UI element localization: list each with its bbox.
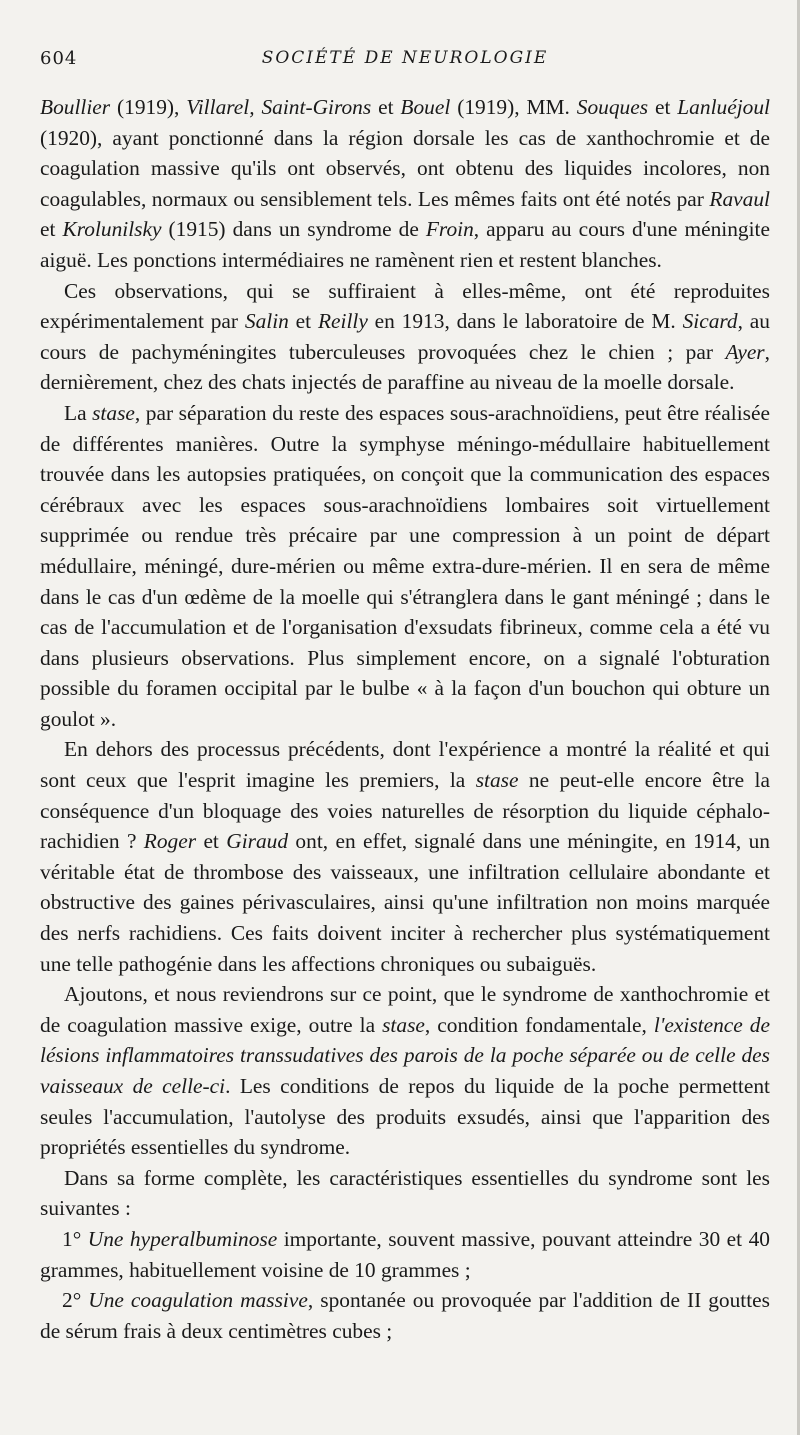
body-text <box>40 92 770 1346</box>
page-header <box>40 30 770 69</box>
italic-text: Une coagulation massive <box>88 1288 308 1313</box>
list-item-1 <box>40 1224 770 1285</box>
italic-text: Boullier <box>40 95 111 119</box>
page-number: 604 <box>40 48 78 69</box>
italic-text: Salin <box>244 309 289 334</box>
text-segment: (1915) dans un syndrome de <box>161 217 426 242</box>
italic-text: Souques <box>576 95 649 119</box>
text-segment: , au cours de pachyméningites tuberculeuses provoquées chez le chien ; par <box>40 309 770 364</box>
italic-text: Une hyperalbuminose <box>87 1226 278 1251</box>
running-title: SOCIÉTÉ DE NEUROLOGIE <box>261 48 549 68</box>
paragraph-4 <box>40 734 770 979</box>
text-segment: , dernièrement, chez des chats injectés de paraffine au niveau de la moelle dorsale. <box>40 339 770 395</box>
text-segment: 1° <box>62 1226 88 1251</box>
italic-text: Reilly <box>317 309 368 334</box>
italic-text: Lanluéjoul <box>677 95 770 119</box>
italic-text: l'existence de lésions inflammatoires transsudatives des parois de la poche séparée ou de celle des vaisseaux de celle-ci <box>40 1012 770 1098</box>
text-segment: importante, souvent massive, pouvant atteindre 30 et 40 grammes, habituellement voisine de 10 grammes ; <box>40 1226 770 1282</box>
paragraph-2 <box>40 276 770 398</box>
text-segment: et <box>288 309 318 334</box>
italic-text: Sicard <box>682 309 738 334</box>
text-segment: et <box>196 829 227 854</box>
list-item-2 <box>40 1285 770 1346</box>
italic-text: Bouel <box>400 95 451 119</box>
text-segment: ne peut-elle encore être la conséquence d'un bloquage des voies naturelles de résorption du liquide céphalo-rachidien ? <box>40 768 770 854</box>
paragraph-5 <box>40 979 770 1163</box>
text-segment: Ajoutons, et nous reviendrons sur ce point, que le syndrome de xanthochromie et de coagulation massive exige, outre la <box>40 982 770 1037</box>
text-segment: et <box>371 95 401 119</box>
paragraph-6 <box>40 1163 770 1224</box>
italic-text: Ravaul <box>709 186 770 211</box>
italic-text: stase <box>382 1012 425 1037</box>
paragraph-1 <box>40 92 770 276</box>
paragraph-3 <box>40 398 770 735</box>
text-segment: , condition fondamentale, <box>424 1012 654 1037</box>
italic-text: stase <box>92 400 135 425</box>
text-segment: , apparu au cours d'une méningite aiguë. Les ponctions intermédiaires ne ramènent rien et restent blanches. <box>40 217 770 272</box>
text-segment: (1920), ayant ponctionné dans la région dorsale les cas de xanthochromie et de coagulation massive qu'ils ont observés, ont obtenu des liquides incolores, non coagulables, normaux ou sensiblement tels. Les mêmes faits ont été notés par <box>40 125 770 211</box>
document-page <box>40 30 770 1346</box>
italic-text: Villarel, Saint-Girons <box>186 95 372 119</box>
text-segment: et <box>648 95 678 119</box>
italic-text: Froin <box>425 217 474 242</box>
text-segment: ont, en effet, signalé dans une méningite, en 1914, un véritable état de thrombose des vaisseaux, une infiltration cellulaire abondante et obstructive des gaines périvasculaires, ainsi qu'une infiltration non moins marquée des nerfs rachidiens. Ces faits doivent inciter à rechercher plus systématiquement une telle pathogénie dans les affections chroniques ou subaiguës. <box>40 829 770 976</box>
text-segment: en 1913, dans le laboratoire de M. <box>367 309 683 334</box>
text-segment: La <box>64 400 93 425</box>
italic-text: Giraud <box>226 829 289 854</box>
text-segment: et <box>40 217 63 242</box>
italic-text: Ayer <box>725 339 765 364</box>
text-segment: Ces observations, qui se suffiraient à elles-même, ont été reproduites expérimentalement par <box>40 278 770 334</box>
text-segment: 2° <box>62 1288 89 1313</box>
italic-text: Krolunilsky <box>62 217 162 242</box>
italic-text: stase <box>475 768 519 793</box>
text-segment: Dans sa forme complète, les caractéristiques essentielles du syndrome sont les suivantes : <box>40 1165 770 1221</box>
text-segment: , par séparation du reste des espaces sous-arachnoïdiens, peut être réalisée de différentes manières. Outre la symphyse méningo-médullaire habituellement trouvée dans les autopsies pratiquées, on conçoit que la communication des espaces cérébraux avec les espaces sous-arachnoïdiens lombaires soit virtuellement supprimée ou rendue très précaire par une compression à un point de départ médullaire, méningé, dure-mérien ou même extra-dure-mérien. Il en sera de même dans le cas d'un œdème de la moelle qui s'étranglera dans le gant méningé ; dans le cas de l'accumulation et de l'organisation d'exsudats fibrineux, comme cela a été vu dans plusieurs observations. Plus simplement encore, on a signalé l'obturation possible du foramen occipital par le bulbe « à la façon d'un bouchon qui obture un goulot ». <box>40 400 770 731</box>
text-segment: , spontanée ou provoquée par l'addition de II gouttes de sérum frais à deux centimètres cubes ; <box>40 1288 771 1343</box>
text-segment: En dehors des processus précédents, dont l'expérience a montré la réalité et qui sont ceux que l'esprit imagine les premiers, la <box>40 737 770 793</box>
italic-text: Roger <box>143 829 197 854</box>
text-segment: (1919), MM. <box>450 95 577 119</box>
text-segment: . Les conditions de repos du liquide de la poche permettent seules l'accumulation, l'autolyse des produits exsudés, ainsi que l'apparition des propriétés essentielles du syndrome. <box>40 1074 770 1160</box>
text-segment: (1919), <box>110 95 187 119</box>
